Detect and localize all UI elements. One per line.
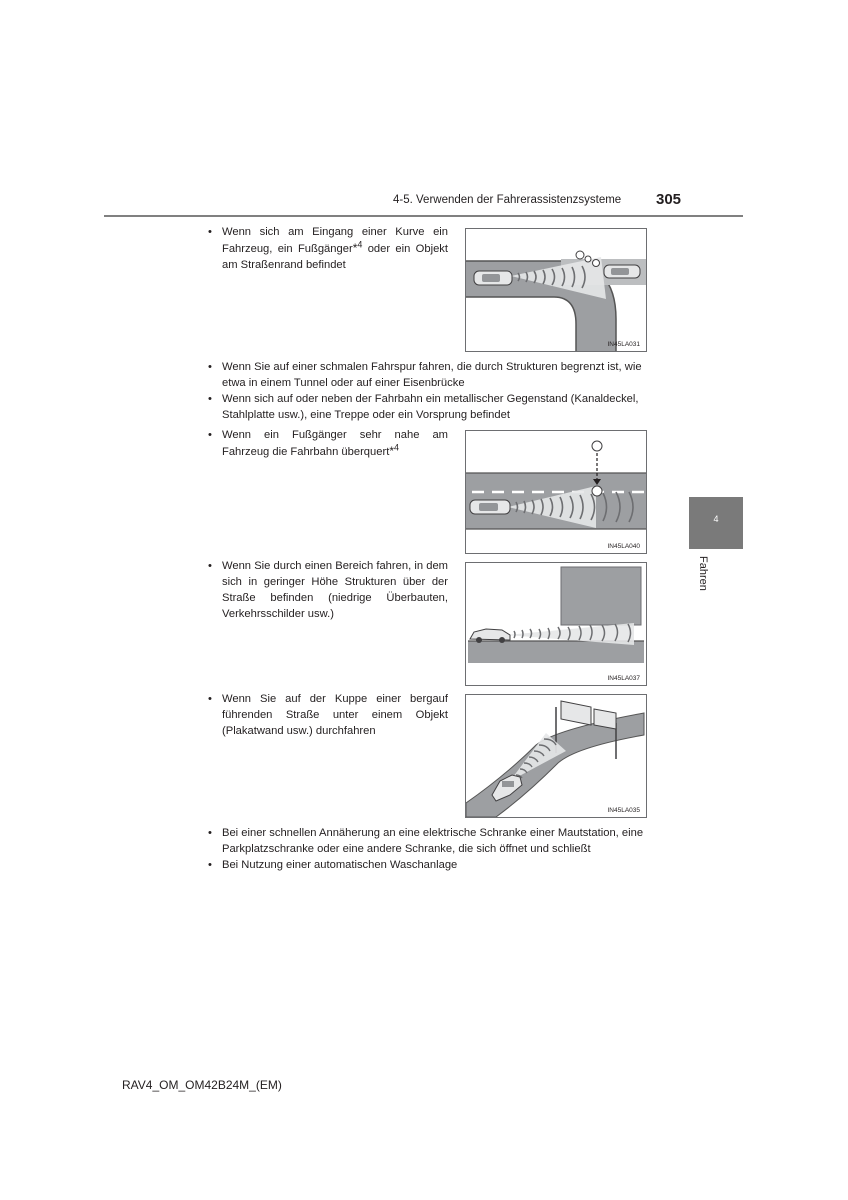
section-title: 4-5. Verwenden der Fahrerassistenzsysteme — [393, 194, 622, 206]
note-star: * — [389, 444, 394, 458]
bullet-narrow-lane — [208, 359, 662, 391]
figure-hill-illustration — [465, 694, 647, 818]
bullet-pedestrian-crossing — [208, 427, 448, 460]
figure-overhead-illustration — [465, 562, 647, 686]
document-code: RAV4_OM_OM42B24M_(EM) — [122, 1078, 282, 1092]
figure-code: IN45LA031 — [607, 341, 640, 348]
bullet-list-narrow-lane — [208, 359, 662, 423]
figure-code: IN45LA037 — [607, 675, 640, 682]
chapter-label: Fahren — [697, 556, 709, 591]
bullet-marker: • — [208, 827, 212, 839]
figure-code: IN45LA035 — [607, 807, 640, 814]
pedestrian-road-graphic — [466, 431, 646, 553]
bullet-list-barriers — [208, 825, 662, 873]
figure-pedestrian-illustration — [465, 430, 647, 554]
bullet-hill-crest — [208, 691, 448, 739]
bullet-text: Bei Nutzung einer automatischen Waschanlage — [222, 859, 458, 871]
bullet-metal-object — [208, 391, 662, 423]
bullet-text: Wenn Sie durch einen Bereich fahren, in dem sich in geringer Höhe Strukturen über der Straße befinden (niedrige Überbauten, Verkehrsschilder usw.) — [222, 560, 448, 620]
note-number: 4 — [357, 239, 363, 250]
bullet-text: Bei einer schnellen Annäherung an eine elektrische Schranke einer Mautstation, eine Parkplatzschranke oder eine andere Schranke, die sich öffnet und schließt — [222, 827, 644, 855]
curve-road-graphic — [466, 229, 646, 351]
bullet-text: Wenn sich am Eingang einer Kurve ein Fahrzeug, ein Fußgänger — [222, 226, 448, 255]
bullet-marker: • — [208, 429, 212, 441]
overhead-structure-graphic — [466, 563, 646, 685]
chapter-number: 4 — [713, 514, 719, 524]
bullet-marker: • — [208, 226, 212, 238]
page-number: 305 — [656, 191, 682, 208]
bullet-curve-entrance — [208, 224, 448, 273]
bullet-car-wash — [208, 857, 662, 873]
figure-curve-illustration — [465, 228, 647, 352]
bullet-toll-barrier — [208, 825, 662, 857]
bullet-text: Wenn sich auf oder neben der Fahrbahn ein metallischer Gegenstand (Kanaldeckel, Stahlplatte usw.), eine Treppe oder ein Vorsprung befindet — [222, 393, 639, 421]
bullet-marker: • — [208, 361, 212, 373]
bullet-text: Wenn Sie auf der Kuppe einer bergauf führenden Straße unter einem Objekt (Plakatwand usw.) durchfahren — [222, 693, 448, 737]
bullet-marker: • — [208, 393, 212, 405]
note-star: * — [352, 241, 358, 255]
bullet-marker: • — [208, 693, 212, 705]
bullet-text: Wenn Sie auf einer schmalen Fahrspur fahren, die durch Strukturen begrenzt ist, wie etwa in einem Tunnel oder auf einer Eisenbrücke — [222, 361, 642, 389]
bullet-text-continued: oder ein Objekt am Straßenrand befindet — [222, 243, 449, 271]
bullet-text: Wenn ein Fußgänger sehr nahe am Fahrzeug die Fahrbahn überquert — [222, 429, 448, 458]
bullet-marker: • — [208, 859, 212, 871]
bullet-low-structures — [208, 558, 448, 622]
bullet-marker: • — [208, 560, 212, 572]
header-divider — [104, 215, 743, 217]
figure-code: IN45LA040 — [607, 543, 640, 550]
note-number: 4 — [393, 442, 399, 453]
chapter-tab[interactable] — [689, 497, 743, 549]
hill-billboard-graphic — [466, 695, 646, 817]
